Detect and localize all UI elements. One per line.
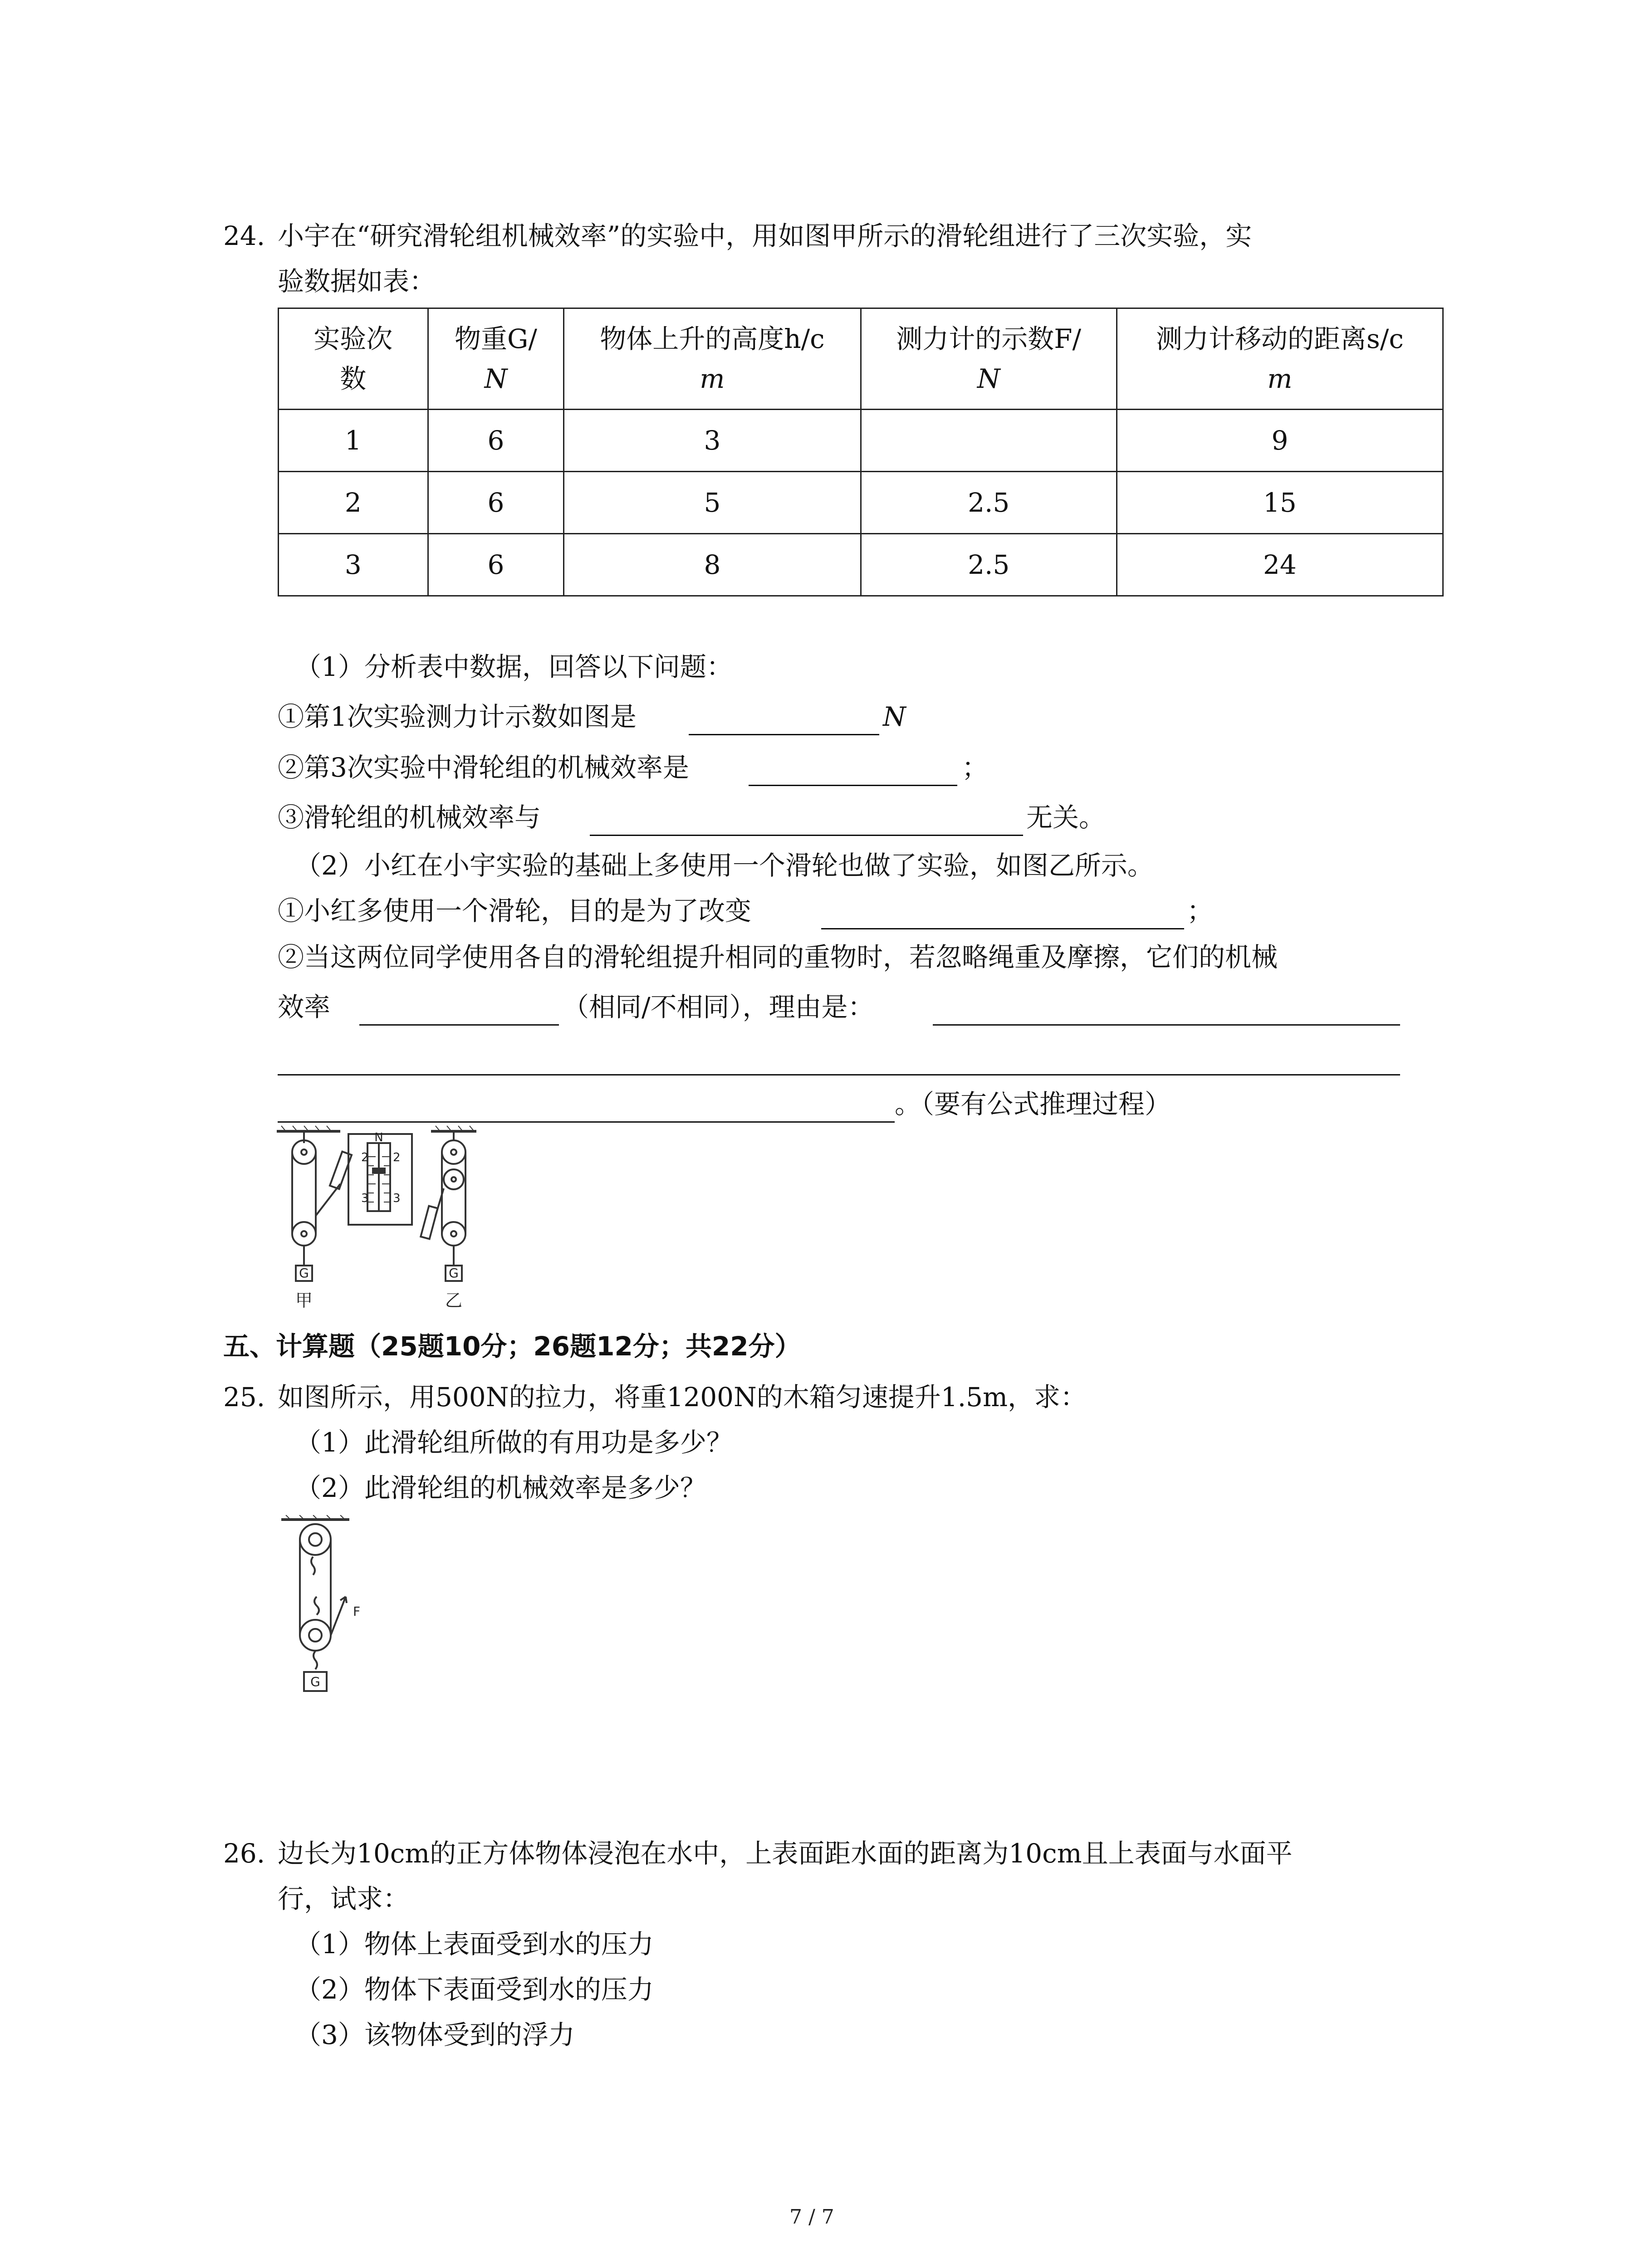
header-distance: 测力计移动的距离s/c m bbox=[1117, 308, 1443, 410]
q24-part2-b: ②当这两位同学使用各自的滑轮组提升相同的重物时，若忽略绳重及摩擦，它们的机械 bbox=[278, 942, 1278, 973]
answer-blank-2b-reason2[interactable] bbox=[278, 1074, 1400, 1075]
answer-blank-2b-same[interactable] bbox=[359, 1024, 559, 1026]
fig-scale-unit: N bbox=[374, 1131, 383, 1144]
q26-sub2: （2）物体下表面受到水的压力 bbox=[295, 1974, 654, 2005]
answer-blank-2b-reason3[interactable] bbox=[278, 1121, 895, 1123]
section5-title: 五、计算题（25题10分；26题12分；共22分） bbox=[223, 1331, 801, 1362]
fig-force-label: F bbox=[353, 1604, 361, 1619]
pulley-figure-jia-yi bbox=[272, 1125, 526, 1320]
table-cell: 6 bbox=[428, 534, 564, 596]
fig-scale-tick-2-left: 2 bbox=[361, 1151, 369, 1164]
page-number: 7 / 7 bbox=[789, 2205, 834, 2229]
q26-sub1: （1）物体上表面受到水的压力 bbox=[295, 1929, 654, 1960]
q26-stem-line2: 行，试求： bbox=[278, 1883, 410, 1914]
table-row bbox=[279, 410, 1443, 472]
table-header-row bbox=[279, 308, 1443, 410]
q24-part1-b: ②第3次实验中滑轮组的机械效率是 bbox=[278, 752, 689, 783]
q26-number: 26. bbox=[223, 1838, 265, 1869]
q24-stem-line1: 小宇在“研究滑轮组机械效率”的实验中，用如图甲所示的滑轮组进行了三次实验，实 bbox=[278, 220, 1252, 251]
q24-part1-a-unit: N bbox=[883, 701, 906, 732]
fig-yi-weight-label: G bbox=[449, 1266, 459, 1281]
fig-jia-weight-label: G bbox=[299, 1266, 309, 1281]
table-cell: 9 bbox=[1117, 410, 1443, 472]
q25-sub1: （1）此滑轮组所做的有用功是多少？ bbox=[295, 1427, 733, 1458]
q24-part1-c: ③滑轮组的机械效率与 bbox=[278, 802, 541, 833]
table-cell: 5 bbox=[564, 472, 861, 534]
q24-stem-line2: 验数据如表： bbox=[278, 266, 436, 297]
q24-part1-c-end: 无关。 bbox=[1026, 802, 1106, 833]
table-cell: 6 bbox=[428, 472, 564, 534]
header-trial: 实验次 数 bbox=[279, 308, 428, 410]
fig-scale-tick-2-right: 2 bbox=[393, 1151, 401, 1164]
table-cell: 8 bbox=[564, 534, 861, 596]
q25-stem: 如图所示，用500N的拉力，将重1200N的木箱匀速提升1.5m，求： bbox=[278, 1382, 1087, 1413]
table-cell bbox=[861, 410, 1117, 472]
answer-blank-2a[interactable] bbox=[821, 928, 1184, 929]
q24-part2-a: ①小红多使用一个滑轮，目的是为了改变 bbox=[278, 895, 752, 926]
q26-sub3: （3）该物体受到的浮力 bbox=[295, 2019, 575, 2050]
table-cell: 15 bbox=[1117, 472, 1443, 534]
pulley-figure-q25 bbox=[277, 1515, 367, 1715]
answer-blank-1c[interactable] bbox=[590, 835, 1023, 836]
table-row bbox=[279, 534, 1443, 596]
q26-stem-line1: 边长为10cm的正方体物体浸泡在水中，上表面距水面的距离为10cm且上表面与水面平 bbox=[278, 1838, 1293, 1869]
table-row bbox=[279, 472, 1443, 534]
table-cell: 6 bbox=[428, 410, 564, 472]
table-cell: 2.5 bbox=[861, 534, 1117, 596]
q24-part2-b4-end: 。（要有公式推理过程） bbox=[895, 1089, 1171, 1119]
fig-weight-label: G bbox=[310, 1674, 320, 1689]
header-force: 测力计的示数F/ N bbox=[861, 308, 1117, 410]
q25-number: 25. bbox=[223, 1382, 265, 1413]
table-cell: 24 bbox=[1117, 534, 1443, 596]
header-weight: 物重G/ N bbox=[428, 308, 564, 410]
table-cell: 3 bbox=[564, 410, 861, 472]
q24-part2-b2-start: 效率 bbox=[278, 992, 331, 1022]
q25-sub2: （2）此滑轮组的机械效率是多少？ bbox=[295, 1472, 706, 1503]
q24-part2-b2-mid: （相同/不相同），理由是： bbox=[563, 992, 874, 1022]
table-cell: 3 bbox=[279, 534, 428, 596]
q24-part1-a: ①第1次实验测力计示数如图是 bbox=[278, 701, 637, 732]
q24-part1-intro: （1）分析表中数据，回答以下问题： bbox=[295, 651, 733, 682]
q24-part2-intro: （2）小红在小宇实验的基础上多使用一个滑轮也做了实验，如图乙所示。 bbox=[295, 850, 1154, 881]
fig-scale-tick-3-left: 3 bbox=[361, 1192, 369, 1205]
answer-blank-1a[interactable] bbox=[689, 734, 879, 735]
table-cell: 2.5 bbox=[861, 472, 1117, 534]
fig-scale-tick-3-right: 3 bbox=[393, 1192, 401, 1205]
q24-data-table bbox=[278, 308, 1444, 596]
table-cell: 1 bbox=[279, 410, 428, 472]
fig-jia-caption: 甲 bbox=[295, 1290, 313, 1310]
q24-part1-b-end: ； bbox=[962, 752, 989, 783]
answer-blank-2b-reason1[interactable] bbox=[933, 1024, 1400, 1026]
answer-blank-1b[interactable] bbox=[749, 785, 957, 786]
header-height: 物体上升的高度h/c m bbox=[564, 308, 861, 410]
table-cell: 2 bbox=[279, 472, 428, 534]
q24-number: 24. bbox=[223, 220, 265, 251]
q24-part2-a-end: ； bbox=[1187, 895, 1214, 926]
fig-yi-caption: 乙 bbox=[445, 1290, 463, 1310]
